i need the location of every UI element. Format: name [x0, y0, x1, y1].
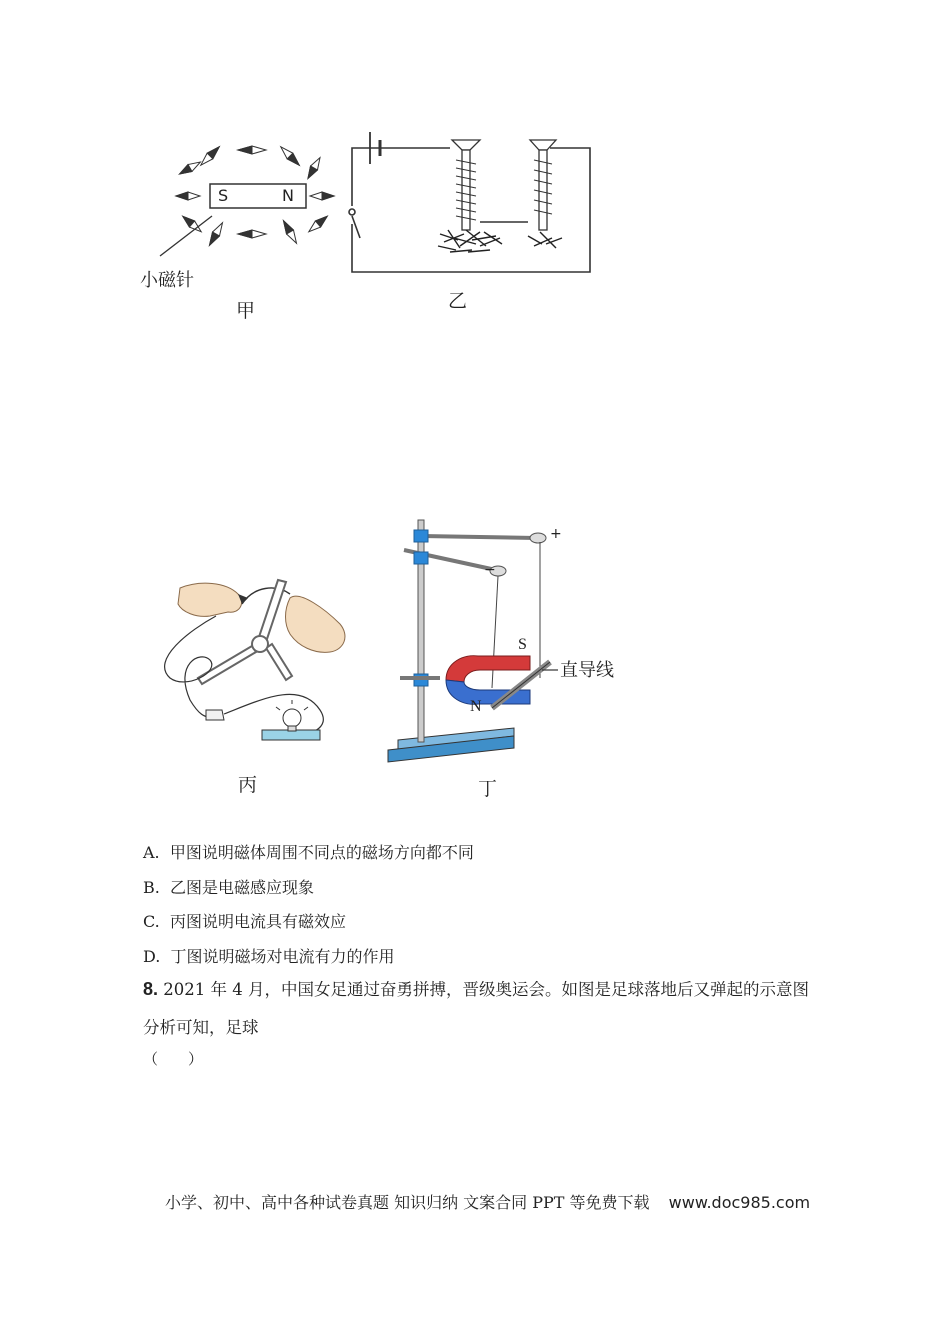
nail-right [530, 140, 556, 230]
left-hand [178, 583, 242, 616]
option-c-text: 丙图说明电流具有磁效应 [169, 912, 346, 931]
magnet-n-pole: N [282, 186, 294, 205]
option-d[interactable] [143, 944, 395, 967]
question-number: 8. [143, 979, 159, 999]
pole-n-label: N [470, 698, 482, 715]
terminal-minus: − [484, 562, 496, 578]
terminal-plus: + [550, 526, 562, 542]
answer-blank: （ ） [143, 1050, 204, 1068]
option-c[interactable] [143, 909, 346, 932]
electromagnet-circuit-diagram [340, 120, 600, 320]
figure-ding [380, 510, 640, 800]
compass-needles [176, 144, 334, 247]
figure-bing [150, 560, 360, 800]
u-magnet [446, 656, 530, 682]
option-d-text: 丁图说明磁场对电流有力的作用 [170, 947, 395, 966]
hand-generator-diagram [150, 560, 360, 800]
magnet-s-pole: S [218, 186, 229, 205]
figure-jia [130, 120, 350, 320]
figure-caption-bing: 丙 [238, 774, 258, 796]
page-footer [165, 1190, 810, 1213]
question-8-line1 [143, 976, 809, 1000]
compass-pointer-label: 小磁针 [140, 270, 194, 291]
figure-caption-yi: 乙 [448, 290, 468, 312]
option-d-label: D. [143, 947, 161, 966]
option-a[interactable] [143, 840, 474, 863]
option-a-label: A. [143, 843, 160, 862]
footer-text: 小学、初中、高中各种试卷真题 知识归纳 文案合同 PPT 等免费下载 [165, 1193, 650, 1212]
figure-caption-jia: 甲 [236, 300, 256, 322]
figure-caption-ding: 丁 [478, 778, 498, 800]
figure-yi [340, 120, 600, 320]
iron-stand-diagram [380, 510, 640, 800]
option-b-text: 乙图是电磁感应现象 [170, 878, 315, 897]
option-b[interactable] [143, 875, 314, 898]
iron-filings [438, 230, 562, 252]
right-hand [286, 596, 345, 652]
nail-left [452, 140, 480, 230]
question-text-line2: 分析可知，足球 [143, 1018, 259, 1037]
question-8-line2 [143, 1014, 259, 1038]
footer-url[interactable]: www.doc985.com [668, 1193, 811, 1212]
option-a-text: 甲图说明磁体周围不同点的磁场方向都不同 [169, 843, 474, 862]
option-b-label: B. [143, 878, 160, 897]
option-c-label: C. [143, 912, 160, 931]
pole-s-label: S [518, 636, 527, 653]
question-text-line1: 2021 年 4 月，中国女足通过奋勇拼搏，晋级奥运会。如图是足球落地后又弹起的示意图 [163, 980, 809, 999]
straight-wire-label: 直导线 [560, 660, 614, 681]
